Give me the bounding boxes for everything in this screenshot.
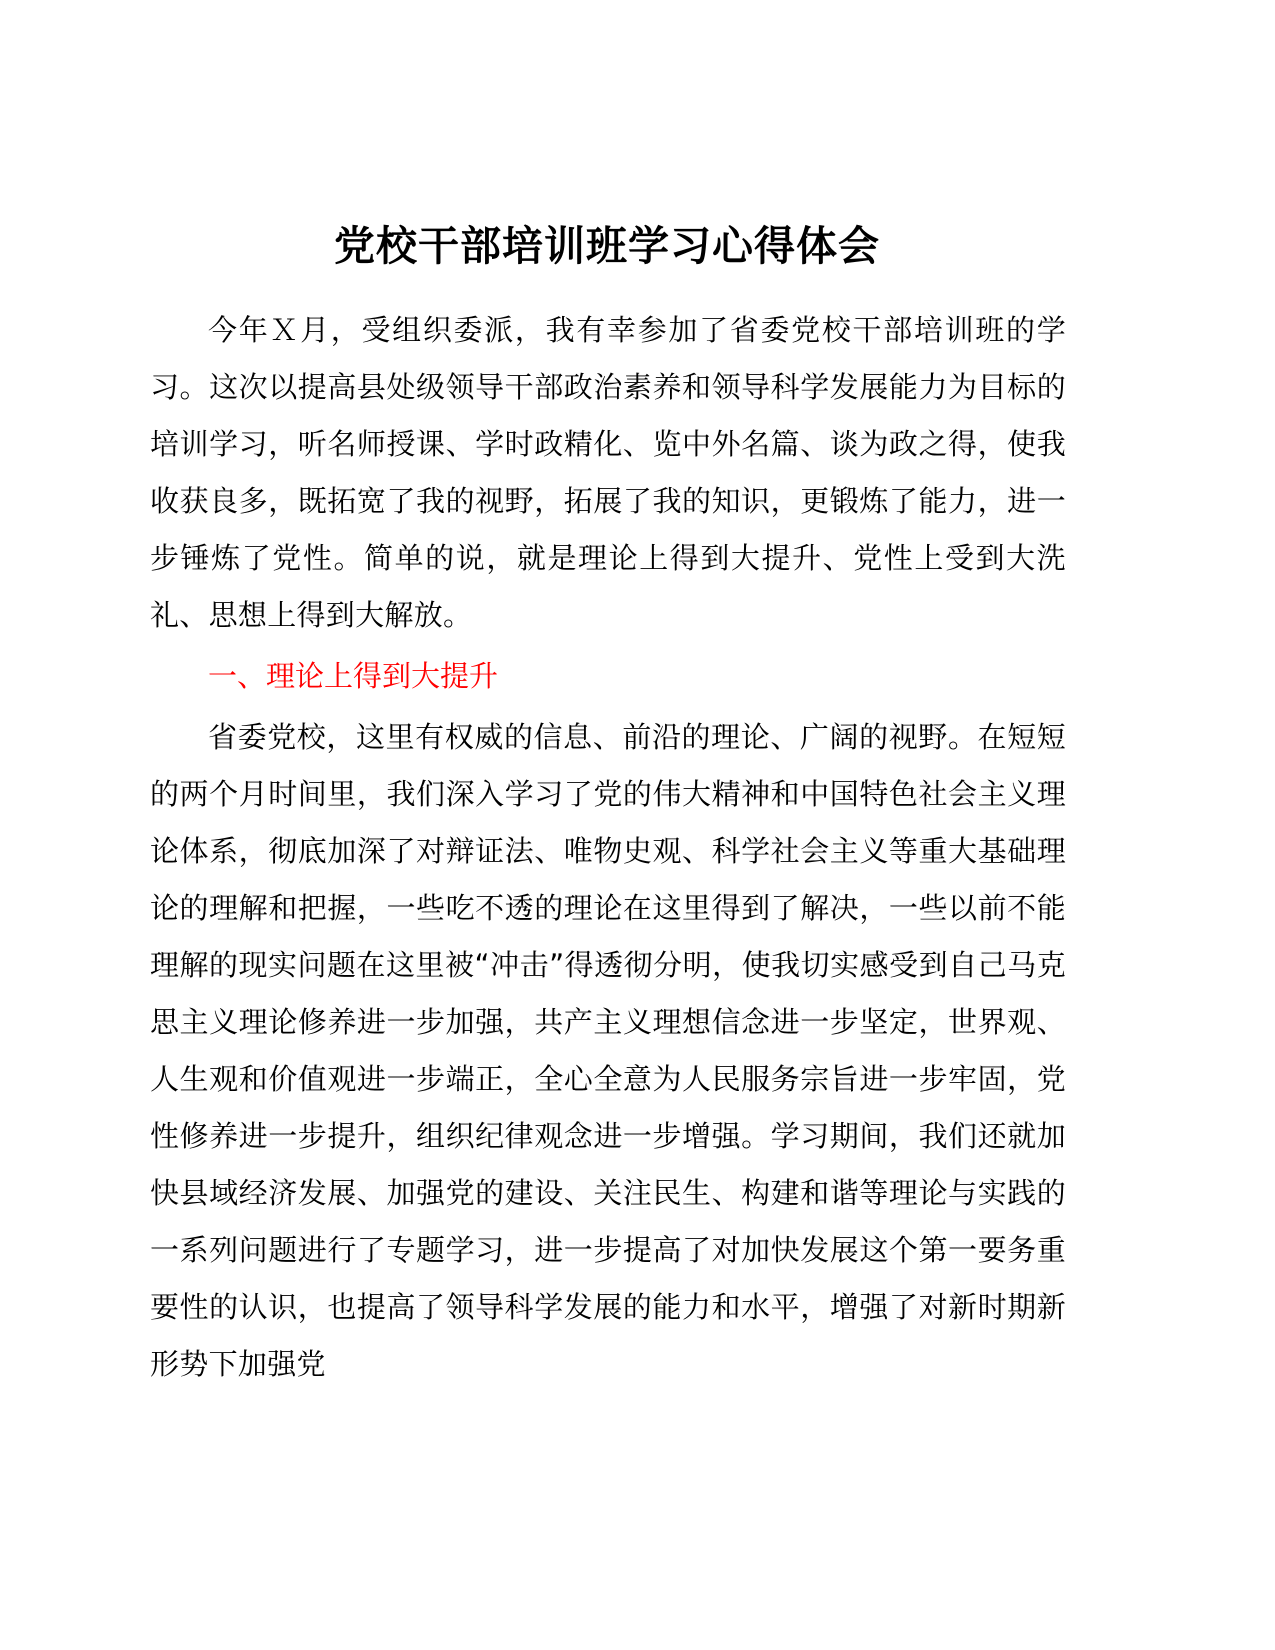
section-paragraph-1: 省委党校，这里有权威的信息、前沿的理论、广阔的视野。在短短的两个月时间里，我们深入学习了党的伟大精神和中国特色社会主义理论体系，彻底加深了对辩证法、唯物史观、科学社会主义等重大基础理论的理解和把握，一些吃不透的理论在这里得到了解决，一些以前不能理解的现实问题在这里被“冲击”得透彻分明，使我切实感受到自己马克思主义理论修养进一步加强，共产主义理想信念进一步坚定，世界观、人生观和价值观进一步端正，全心全意为人民服务宗旨进一步牢固，党性修养进一步提升，组织纪律观念进一步增强。学习期间，我们还就加快县域经济发展、加强党的建设、关注民生、构建和谐等理论与实践的一系列问题进行了专题学习，进一步提高了对加快发展这个第一要务重要性的认识，也提高了领导科学发展的能力和水平，增强了对新时期新形势下加强党 (150, 720, 1066, 1381)
document-title: 党校干部培训班学习心得体会 (334, 222, 880, 270)
section-heading-1: 一、理论上得到大提升 (208, 659, 499, 693)
document-body (150, 302, 1066, 1393)
intro-paragraph: 今年Ｘ月，受组织委派，我有幸参加了省委党校干部培训班的学习。这次以提高县处级领导干部政治素养和领导科学发展能力为目标的培训学习，听名师授课、学时政精化、览中外名篇、谈为政之得，使我收获良多，既拓宽了我的视野，拓展了我的知识，更锻炼了能力，进一步锤炼了党性。简单的说，就是理论上得到大提升、党性上受到大洗礼、思想上得到大解放。 (150, 313, 1066, 632)
